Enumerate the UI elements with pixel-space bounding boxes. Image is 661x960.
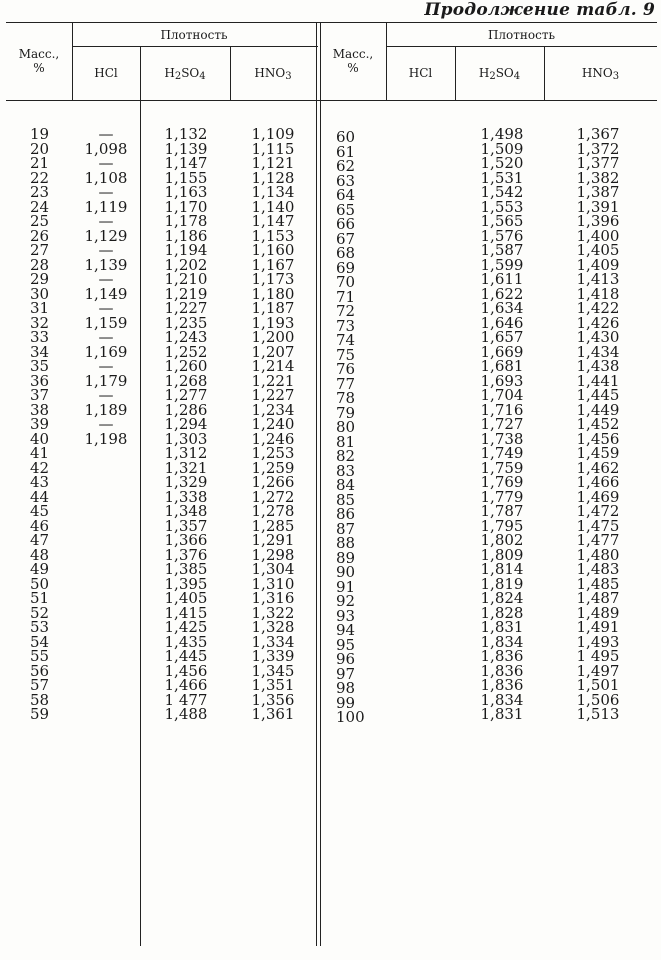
left-mass-column	[30, 127, 70, 722]
right-mass-column	[336, 130, 384, 725]
table-cell: 1,469	[576, 487, 620, 506]
table-cell: 1,634	[480, 299, 524, 317]
table-cell: 1,488	[164, 705, 208, 723]
table-cell: 91	[336, 577, 356, 596]
table-cell: 1,531	[480, 168, 524, 187]
table-cell: 1,395	[164, 574, 208, 593]
header-group-rule-left	[72, 46, 318, 47]
table-cell: 1,367	[576, 125, 620, 143]
left-hcl-column	[74, 127, 138, 446]
table-cell: 1,483	[576, 560, 620, 578]
left-density-group-header: Плотность	[160, 28, 228, 42]
table-cell: 1,485	[576, 574, 620, 593]
table-cell: 1,489	[576, 603, 620, 622]
table-cell: 1,809	[480, 545, 524, 564]
table-cell: 1,194	[164, 241, 208, 259]
table-cell: 80	[336, 418, 356, 436]
table-cell: 1,268	[164, 371, 208, 390]
table-cell: 1,159	[84, 313, 128, 332]
table-cell: 1,376	[164, 545, 208, 564]
table-cell: 60	[336, 128, 356, 146]
table-cell: 1,819	[480, 574, 524, 593]
table-cell: 1,198	[84, 429, 128, 448]
table-cell: 29	[30, 270, 50, 288]
table-cell: 1,132	[164, 125, 208, 143]
table-cell: 47	[30, 531, 50, 549]
table-cell: 1,139	[164, 139, 208, 158]
table-cell: 1,466	[576, 473, 620, 491]
table-cell: 1,836	[480, 647, 524, 665]
table-cell: 1,565	[480, 212, 524, 230]
table-cell: 1,506	[576, 690, 620, 709]
table-cell: 1,599	[480, 255, 524, 274]
table-cell: 97	[336, 664, 356, 683]
table-cell: 1 495	[576, 647, 620, 665]
table-cell: 82	[336, 447, 356, 465]
table-cell: 1,187	[251, 299, 295, 317]
table-cell: 1,345	[251, 661, 295, 680]
table-cell: 44	[30, 487, 50, 506]
table-cell: 1,497	[576, 661, 620, 680]
table-cell: 1,779	[480, 487, 524, 506]
table-cell: 1,834	[480, 632, 524, 651]
table-cell: 1,372	[576, 139, 620, 158]
table-cell: 40	[30, 429, 50, 448]
table-cell: 1,348	[164, 502, 208, 520]
table-cell: 19	[30, 125, 50, 143]
table-cell: 95	[336, 635, 356, 654]
col-divider-left-hcl	[140, 46, 141, 946]
table-cell: 1,316	[251, 589, 295, 607]
table-cell: 1,227	[251, 386, 295, 404]
table-cell: 1,438	[576, 357, 620, 375]
table-cell: —	[98, 241, 114, 259]
table-cell: 1,121	[251, 154, 295, 172]
table-cell: 1,328	[251, 618, 295, 636]
table-cell: 1,207	[251, 342, 295, 361]
table-cell: 45	[30, 502, 50, 520]
table-cell: 78	[336, 389, 356, 407]
table-cell: 1,749	[480, 444, 524, 462]
table-cell: 76	[336, 360, 356, 378]
table-cell: 25	[30, 212, 50, 230]
table-cell: 1,828	[480, 603, 524, 622]
table-cell: 1,361	[251, 705, 295, 723]
table-cell: 1,542	[480, 183, 524, 201]
table-cell: 1,140	[251, 197, 295, 216]
table-cell: 68	[336, 244, 356, 262]
table-cell: 1 477	[164, 690, 208, 709]
table-cell: 1,147	[251, 212, 295, 230]
table-cell: 1,334	[251, 632, 295, 651]
table-cell: 65	[336, 200, 356, 219]
table-cell: 1,179	[84, 371, 128, 390]
table-cell: 1,202	[164, 255, 208, 274]
table-cell: —	[98, 415, 114, 433]
table-cell: 34	[30, 342, 50, 361]
table-cell: 88	[336, 534, 356, 552]
table-cell: 1,477	[576, 531, 620, 549]
table-cell: 1,487	[576, 589, 620, 607]
table-cell: 54	[30, 632, 50, 651]
table-cell: 1,466	[164, 676, 208, 694]
table-cell: —	[98, 154, 114, 172]
table-cell: 77	[336, 374, 356, 393]
table-cell: 1,221	[251, 371, 295, 390]
table-cell: 1,787	[480, 502, 524, 520]
table-cell: 1,413	[576, 270, 620, 288]
table-cell: 1,167	[251, 255, 295, 274]
table-cell: 56	[30, 661, 50, 680]
table-cell: 1,475	[576, 516, 620, 535]
table-cell: 75	[336, 345, 356, 364]
table-cell: 64	[336, 186, 356, 204]
table-cell: 1,430	[576, 328, 620, 346]
table-cell: 90	[336, 563, 356, 581]
table-cell: 59	[30, 705, 50, 723]
table-cell: 1,109	[251, 125, 295, 143]
table-cell: 1,200	[251, 328, 295, 346]
table-cell: 1,234	[251, 400, 295, 419]
table-cell: 1,272	[251, 487, 295, 506]
table-cell: 1,128	[251, 168, 295, 187]
table-cell: 98	[336, 679, 356, 697]
table-cell: 1,098	[84, 139, 128, 158]
table-cell: 1,382	[576, 168, 620, 187]
table-cell: 1,246	[251, 429, 295, 448]
table-cell: 1,243	[164, 328, 208, 346]
table-cell: 1,611	[480, 270, 524, 288]
table-cell: 1,173	[251, 270, 295, 288]
table-cell: 1,814	[480, 560, 524, 578]
table-cell: 50	[30, 574, 50, 593]
table-cell: 66	[336, 215, 356, 233]
table-cell: 1,445	[164, 647, 208, 665]
table-cell: 1,493	[576, 632, 620, 651]
table-cell: 92	[336, 592, 356, 610]
table-cell: 1,310	[251, 574, 295, 593]
table-cell: 46	[30, 516, 50, 535]
table-cell: 1,298	[251, 545, 295, 564]
table-cell: 1,321	[164, 458, 208, 477]
table-cell: 1,115	[251, 139, 295, 158]
table-cell: 86	[336, 505, 356, 523]
table-cell: —	[98, 299, 114, 317]
table-cell: 1,622	[480, 284, 524, 303]
table-cell: 1,391	[576, 197, 620, 216]
table-cell: 71	[336, 287, 356, 306]
table-cell: —	[98, 328, 114, 346]
table-cell: 1,357	[164, 516, 208, 535]
table-cell: 1,312	[164, 444, 208, 462]
table-cell: 1,396	[576, 212, 620, 230]
table-cell: 1,400	[576, 226, 620, 245]
table-cell: 1,219	[164, 284, 208, 303]
table-cell: 1,669	[480, 342, 524, 361]
table-cell: 84	[336, 476, 356, 494]
table-cell: 1,513	[576, 705, 620, 723]
table-cell: 1,147	[164, 154, 208, 172]
table-cell: —	[98, 212, 114, 230]
table-cell: 1,802	[480, 531, 524, 549]
table-cell: 62	[336, 157, 356, 175]
table-cell: 1,108	[84, 168, 128, 187]
table-cell: 1,456	[576, 429, 620, 448]
table-cell: 1,186	[164, 226, 208, 245]
right-h2so4-header: $H_2SO_4$	[478, 66, 521, 82]
left-hno3-header: $HNO_3$	[254, 66, 292, 82]
table-cell: 1,240	[251, 415, 295, 433]
table-cell: 1,509	[480, 139, 524, 158]
table-cell: 1,405	[576, 241, 620, 259]
table-cell: 1,445	[576, 386, 620, 404]
right-hno3-column	[552, 127, 644, 722]
table-cell: 1,155	[164, 168, 208, 187]
table-cell: 1,351	[251, 676, 295, 694]
table-cell: 93	[336, 606, 356, 625]
table-cell: 1,435	[164, 632, 208, 651]
table-cell: 35	[30, 357, 50, 375]
table-cell: 1,716	[480, 400, 524, 419]
table-cell: 1,119	[84, 197, 128, 216]
table-cell: —	[98, 183, 114, 201]
table-cell: 1,252	[164, 342, 208, 361]
table-cell: 1,459	[576, 444, 620, 462]
table-cell: 1,553	[480, 197, 524, 216]
table-cell: 1,452	[576, 415, 620, 433]
left-h2so4-header: $H_2SO_4$	[164, 66, 206, 82]
left-hcl-header: HCl	[94, 66, 118, 80]
table-cell: 1,339	[251, 647, 295, 665]
table-cell: 31	[30, 299, 50, 317]
table-cell: 38	[30, 400, 50, 419]
table-cell: 1,409	[576, 255, 620, 274]
right-h2so4-column	[462, 127, 542, 722]
table-cell: 1,831	[480, 618, 524, 636]
table-cell: 1,462	[576, 458, 620, 477]
table-cell: 1,377	[576, 154, 620, 172]
table-cell: 1,286	[164, 400, 208, 419]
table-cell: 1,277	[164, 386, 208, 404]
table-cell: 1,285	[251, 516, 295, 535]
table-cell: 32	[30, 313, 50, 332]
left-h2so4-column	[144, 127, 228, 722]
table-cell: 55	[30, 647, 50, 665]
table-cell: 1,759	[480, 458, 524, 477]
table-cell: 52	[30, 603, 50, 622]
table-cell: 1,834	[480, 690, 524, 709]
table-cell: 72	[336, 302, 356, 320]
table-cell: 1,260	[164, 357, 208, 375]
table-cell: 1,294	[164, 415, 208, 433]
table-cell: 1,387	[576, 183, 620, 201]
table-cell: 1,738	[480, 429, 524, 448]
table-cell: 87	[336, 519, 356, 538]
table-cell: —	[98, 357, 114, 375]
table-cell: 1,657	[480, 328, 524, 346]
table-cell: 36	[30, 371, 50, 390]
left-hno3-column	[232, 127, 314, 722]
table-cell: 83	[336, 461, 356, 480]
table-cell: 1,385	[164, 560, 208, 578]
table-cell: 1,434	[576, 342, 620, 361]
table-cell: 1,831	[480, 705, 524, 723]
table-double-divider-b	[320, 22, 321, 946]
table-cell: 94	[336, 621, 356, 639]
table-cell: 24	[30, 197, 50, 216]
table-cell: 58	[30, 690, 50, 709]
table-cell: 1,303	[164, 429, 208, 448]
table-cell: 1,163	[164, 183, 208, 201]
table-cell: 1,449	[576, 400, 620, 419]
table-cell: 1,266	[251, 473, 295, 491]
table-cell: 1,129	[84, 226, 128, 245]
header-group-rule-right	[386, 46, 657, 47]
table-cell: 1,501	[576, 676, 620, 694]
table-cell: 89	[336, 548, 356, 567]
table-cell: 1,134	[251, 183, 295, 201]
table-cell: 1,418	[576, 284, 620, 303]
table-cell: 1,441	[576, 371, 620, 390]
table-cell: 1,480	[576, 545, 620, 564]
table-cell: 1,769	[480, 473, 524, 491]
left-mass-header: Масс., %	[18, 47, 60, 75]
table-caption: Продолжение табл. 9	[424, 0, 655, 20]
table-cell: 1,139	[84, 255, 128, 274]
right-density-group-header: Плотность	[487, 28, 556, 42]
table-cell: 1,704	[480, 386, 524, 404]
table-cell: 1,214	[251, 357, 295, 375]
table-cell: 1,193	[251, 313, 295, 332]
table-cell: 1,278	[251, 502, 295, 520]
table-cell: 53	[30, 618, 50, 636]
table-cell: 23	[30, 183, 50, 201]
right-mass-header: Масс., %	[332, 47, 374, 75]
table-cell: 1,329	[164, 473, 208, 491]
table-cell: 1,422	[576, 299, 620, 317]
table-cell: 74	[336, 331, 356, 349]
right-hno3-header: $HNO_3$	[581, 66, 620, 82]
table-cell: 1,259	[251, 458, 295, 477]
header-top-rule	[6, 22, 657, 23]
table-cell: 81	[336, 432, 356, 451]
table-cell: —	[98, 270, 114, 288]
table-cell: 30	[30, 284, 50, 303]
table-cell: 1,178	[164, 212, 208, 230]
table-cell: 28	[30, 255, 50, 274]
table-cell: 1,189	[84, 400, 128, 419]
table-cell: —	[98, 125, 114, 143]
table-cell: 1,149	[84, 284, 128, 303]
table-cell: 1,491	[576, 618, 620, 636]
table-cell: 1,253	[251, 444, 295, 462]
table-cell: 1,153	[251, 226, 295, 245]
table-cell: 1,520	[480, 154, 524, 172]
table-cell: 49	[30, 560, 50, 578]
table-cell: 51	[30, 589, 50, 607]
table-cell: 1,498	[480, 125, 524, 143]
table-cell: 48	[30, 545, 50, 564]
table-cell: 1,405	[164, 589, 208, 607]
table-cell: 1,170	[164, 197, 208, 216]
table-cell: 100	[336, 708, 365, 726]
table-cell: 1,322	[251, 603, 295, 622]
table-cell: 1,169	[84, 342, 128, 361]
table-cell: 1,210	[164, 270, 208, 288]
table-cell: 43	[30, 473, 50, 491]
table-cell: 1,338	[164, 487, 208, 506]
table-cell: 42	[30, 458, 50, 477]
table-cell: 1,426	[576, 313, 620, 332]
table-cell: 1,576	[480, 226, 524, 245]
table-cell: 1,227	[164, 299, 208, 317]
table-cell: —	[98, 386, 114, 404]
table-cell: 63	[336, 171, 356, 190]
table-double-divider-a	[316, 22, 317, 946]
table-cell: 1,180	[251, 284, 295, 303]
table-cell: 73	[336, 316, 356, 335]
table-cell: 27	[30, 241, 50, 259]
table-cell: 1,824	[480, 589, 524, 607]
table-cell: 20	[30, 139, 50, 158]
table-cell: 1,795	[480, 516, 524, 535]
table-cell: 85	[336, 490, 356, 509]
table-cell: 1,836	[480, 676, 524, 694]
table-cell: 33	[30, 328, 50, 346]
table-cell: 70	[336, 273, 356, 291]
table-cell: 22	[30, 168, 50, 187]
table-cell: 1,425	[164, 618, 208, 636]
table-cell: 96	[336, 650, 356, 668]
table-cell: 69	[336, 258, 356, 277]
table-cell: 61	[336, 142, 356, 161]
header-bottom-rule	[6, 100, 657, 101]
table-cell: 37	[30, 386, 50, 404]
table-cell: 1,836	[480, 661, 524, 680]
table-cell: 99	[336, 693, 356, 712]
table-cell: 79	[336, 403, 356, 422]
table-cell: 1,472	[576, 502, 620, 520]
table-cell: 1,291	[251, 531, 295, 549]
table-cell: 39	[30, 415, 50, 433]
table-cell: 1,681	[480, 357, 524, 375]
table-cell: 1,693	[480, 371, 524, 390]
table-cell: 1,587	[480, 241, 524, 259]
table-cell: 1,366	[164, 531, 208, 549]
table-cell: 41	[30, 444, 50, 462]
table-cell: 67	[336, 229, 356, 248]
table-cell: 1,160	[251, 241, 295, 259]
table-cell: 1,235	[164, 313, 208, 332]
table-cell: 1,727	[480, 415, 524, 433]
table-cell: 21	[30, 154, 50, 172]
table-cell: 1,304	[251, 560, 295, 578]
table-cell: 57	[30, 676, 50, 694]
table-cell: 1,646	[480, 313, 524, 332]
table-cell: 1,356	[251, 690, 295, 709]
table-cell: 26	[30, 226, 50, 245]
table-cell: 1,456	[164, 661, 208, 680]
table-cell: 1,415	[164, 603, 208, 622]
right-hcl-header: HCl	[408, 66, 433, 80]
